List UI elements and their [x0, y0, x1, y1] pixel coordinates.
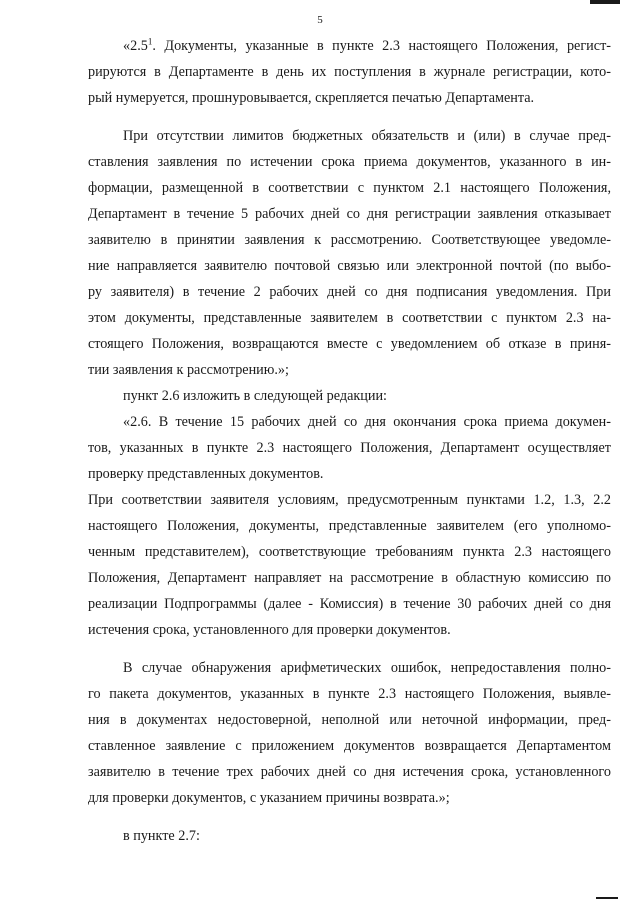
- paragraph-point-2-6-intro: [88, 383, 611, 409]
- text-line: тов, указанных в пункте 2.3 настоящего Положения, Департамент осуществляет: [88, 440, 611, 456]
- page-number: 5: [317, 14, 323, 26]
- text-line: для проверки документов, с указанием причины возврата.»;: [88, 790, 450, 806]
- superscript: 1: [147, 36, 153, 47]
- text-line: ние направляется заявителю почтовой связью или электронной почтой (по выбо-: [88, 258, 611, 274]
- text-line: Департамент в течение 5 рабочих дней со дня регистрации заявления отказывает: [88, 206, 611, 222]
- text-line: заявителю в принятии заявления к рассмотрению. Соответствующее уведомле-: [88, 232, 611, 248]
- paragraph-2-6: [88, 409, 611, 643]
- text-line: этом документы, представленные заявителем в соответствии с пунктом 2.3 на-: [88, 310, 611, 326]
- paragraph-point-2-7-intro: [88, 823, 611, 849]
- text-line: В случае обнаружения арифметических ошибок, непредоставления полно-: [123, 660, 611, 676]
- text-line: Положения, Департамент направляет на рассмотрение в областную комиссию по: [88, 570, 611, 586]
- document-body: [88, 33, 611, 849]
- text-line: проверку представленных документов.: [88, 466, 324, 482]
- text-line: ния в документах недостоверной, неполной или неточной информации, пред-: [88, 712, 611, 728]
- paragraph-2-5-1: [88, 33, 611, 111]
- text-line: го пакета документов, указанных в пункте 2.3 настоящего Положения, выявле-: [88, 686, 611, 702]
- text-line: формации, размещенной в соответствии с пунктом 2.1 настоящего Положения,: [88, 180, 611, 196]
- paragraph-no-limits: [88, 123, 611, 383]
- text-line: истечения срока, установленного для проверки документов.: [88, 622, 451, 638]
- text-line: «$2.5^1$. Документы, указанные в пункте 2.3 настоящего Положения, регист-: [123, 36, 611, 54]
- text-line: ставления заявления по истечении срока приема документов, указанного в ин-: [88, 154, 611, 170]
- text-line: настоящего Положения, документы, представленные заявителем (его уполномо-: [88, 518, 611, 534]
- text-line: реализации Подпрограммы (далее - Комиссия) в течение 30 рабочих дней со дня: [88, 596, 611, 612]
- text-line: заявителю в течение трех рабочих дней со дня истечения срока, установленного: [88, 764, 611, 780]
- text-line: ставленное заявление с приложением документов возвращается Департаментом: [88, 738, 611, 754]
- text-line: рый нумеруется, прошнуровывается, скрепляется печатью Департамента.: [88, 90, 535, 106]
- text-line: в пункте 2.7:: [123, 828, 200, 844]
- text-line: При отсутствии лимитов бюджетных обязательств и (или) в случае пред-: [123, 128, 611, 144]
- text-line: рируются в Департаменте в день их поступления в журнале регистрации, кото-: [88, 64, 611, 80]
- text-line: ру заявителя) в течение 2 рабочих дней со дня подписания уведомления. При: [88, 284, 611, 300]
- scan-corner-mark-top: [590, 0, 620, 4]
- text-line: стоящего Положения, возвращаются вместе с уведомлением об отказе в приня-: [88, 336, 611, 352]
- text-line: пункт 2.6 изложить в следующей редакции:: [123, 388, 387, 404]
- text-line: тии заявления к рассмотрению.»;: [88, 362, 289, 378]
- text-line: При соответствии заявителя условиям, предусмотренным пунктами 1.2, 1.3, 2.2: [88, 492, 611, 508]
- text-line: «2.6. В течение 15 рабочих дней со дня окончания срока приема докумен-: [123, 414, 611, 430]
- paragraph-errors: [88, 655, 611, 811]
- text-line: ченным представителем), соответствующие требованиям пункта 2.3 настоящего: [88, 544, 611, 560]
- scan-corner-mark-bottom: [596, 897, 618, 899]
